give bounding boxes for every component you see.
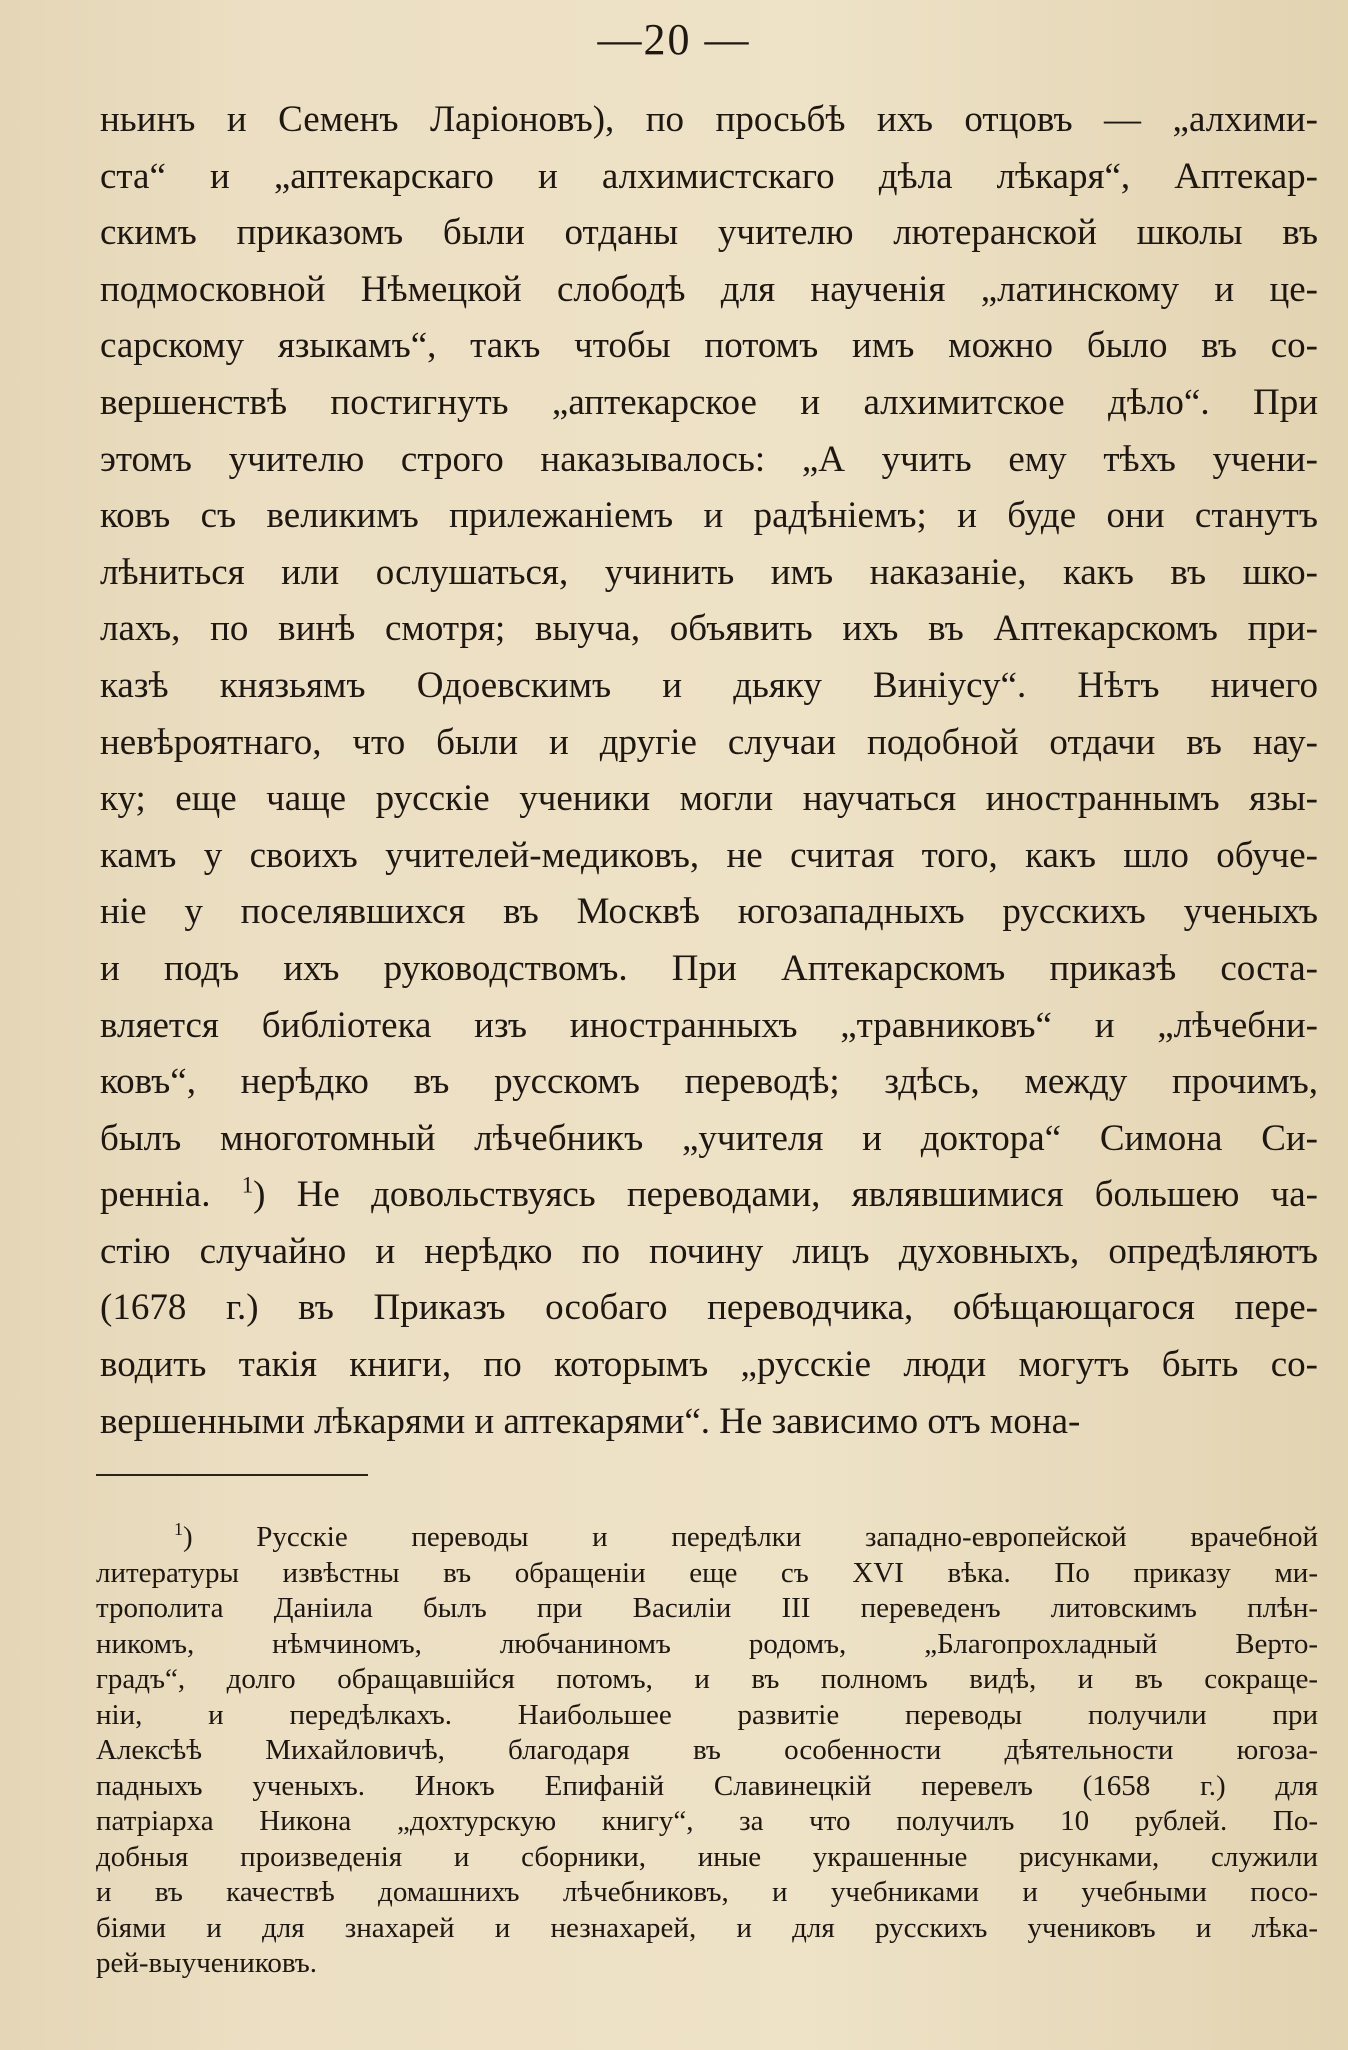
footnote-line: градъ“, долго обращавшійся потомъ, и въ полномъ видѣ, и въ сокраще- bbox=[96, 1663, 1318, 1695]
footnote-line: ніи, и передѣлкахъ. Наибольшее развитіе переводы получили при bbox=[96, 1698, 1318, 1731]
footnote-line: трополита Даніила былъ при Василіи III переведенъ литовскимъ плѣн- bbox=[96, 1592, 1318, 1624]
footnote-line bbox=[96, 1520, 1318, 1556]
footnote-marker: 1 bbox=[174, 1519, 183, 1540]
text-line: ніе у поселявшихся въ Москвѣ югозападныхъ русскихъ ученыхъ bbox=[100, 891, 1318, 933]
footnote-line: падныхъ ученыхъ. Инокъ Епифаній Славинецкій перевелъ (1658 г.) для bbox=[96, 1769, 1318, 1802]
text-line: невѣроятнаго, что были и другіе случаи подобной отдачи въ нау- bbox=[100, 721, 1318, 763]
footnote-line: литературы извѣстны въ обращеніи еще съ XVI вѣка. По приказу ми- bbox=[96, 1556, 1318, 1589]
text-line: ковъ“, нерѣдко въ русскомъ переводѣ; здѣсь, между прочимъ, bbox=[100, 1061, 1318, 1103]
text-line: ньинъ и Семенъ Ларіоновъ), по просьбѣ ихъ отцовъ — „алхими- bbox=[100, 99, 1318, 140]
footnote-separator bbox=[96, 1474, 368, 1476]
text-fragment: ренніа. bbox=[100, 1174, 211, 1216]
text-line: ста“ и „аптекарскаго и алхимистскаго дѣла лѣкаря“, Аптекар- bbox=[100, 155, 1318, 197]
text-line: вершенными лѣкарями и аптекарями“. Не зависимо отъ мона- bbox=[100, 1400, 1081, 1442]
footnote-line: никомъ, нѣмчиномъ, любчаниномъ родомъ, „Благопрохладный Верто- bbox=[96, 1627, 1318, 1660]
text-line: вершенствѣ постигнуть „аптекарское и алхимитское дѣло“. При bbox=[100, 381, 1318, 423]
text-line: ковъ съ великимъ прилежаніемъ и радѣніемъ; и буде они станутъ bbox=[100, 495, 1318, 537]
text-line: вляется библіотека изъ иностранныхъ „травниковъ“ и „лѣчебни- bbox=[100, 1004, 1318, 1046]
footnote-line: и въ качествѣ домашнихъ лѣчебниковъ, и учебниками и учебными посо- bbox=[96, 1876, 1318, 1908]
text-line bbox=[100, 1167, 1318, 1224]
text-line: этомъ учителю строго наказывалось: „А учить ему тѣхъ учени- bbox=[100, 438, 1318, 480]
text-line: стію случайно и нерѣдко по почину лицъ духовныхъ, опредѣляютъ bbox=[100, 1230, 1318, 1272]
text-fragment: ) Русскіе переводы и передѣлки западно-европейской врачебной bbox=[182, 1521, 1318, 1553]
text-line: лѣниться или ослушаться, учинить имъ наказаніе, какъ въ шко- bbox=[100, 551, 1318, 593]
footnote-line: біями и для знахарей и незнахарей, и для русскихъ учениковъ и лѣка- bbox=[96, 1911, 1318, 1944]
footnote-line: Алексѣѣ Михайловичѣ, благодаря въ особенности дѣятельности югоза- bbox=[96, 1734, 1318, 1766]
text-line: казѣ князьямъ Одоевскимъ и дьяку Виніусу“. Нѣтъ ничего bbox=[100, 664, 1318, 706]
text-line: сарскому языкамъ“, такъ чтобы потомъ имъ можно было въ со- bbox=[100, 325, 1318, 367]
text-line: скимъ приказомъ были отданы учителю лютеранской школы въ bbox=[100, 212, 1318, 254]
footnote-line: добныя произведенія и сборники, иные украшенные рисунками, служили bbox=[96, 1840, 1318, 1873]
footnote-line: патріарха Никона „дохтурскую книгу“, за что получилъ 10 рублей. По- bbox=[96, 1805, 1318, 1837]
text-line: былъ многотомный лѣчебникъ „учителя и доктора“ Симона Си- bbox=[100, 1117, 1318, 1159]
text-line: подмосковной Нѣмецкой слободѣ для наученія „латинскому и це- bbox=[100, 268, 1318, 310]
footnote-line: рей-выучениковъ. bbox=[96, 1947, 318, 1979]
footnote bbox=[96, 1520, 1318, 1982]
footnote-reference: 1 bbox=[241, 1172, 254, 1198]
text-line: камъ у своихъ учителей-медиковъ, не считая того, какъ шло обуче- bbox=[100, 834, 1318, 876]
text-line: водить такія книги, по которымъ „русскіе люди могутъ быть со- bbox=[100, 1344, 1318, 1386]
text-line: и подъ ихъ руководствомъ. При Аптекарскомъ приказѣ соста- bbox=[100, 947, 1318, 989]
text-fragment: ) Не довольствуясь переводами, являвшимися большею ча- bbox=[253, 1174, 1318, 1216]
page-number: —20 — bbox=[597, 15, 751, 64]
main-text bbox=[100, 92, 1318, 1450]
text-line: ку; еще чаще русскіе ученики могли научаться иностраннымъ язы- bbox=[100, 778, 1318, 820]
text-line: (1678 г.) въ Приказъ особаго переводчика, обѣщающагося пере- bbox=[100, 1287, 1318, 1329]
text-line: лахъ, по винѣ смотря; выуча, объявить ихъ въ Аптекарскомъ при- bbox=[100, 608, 1318, 650]
